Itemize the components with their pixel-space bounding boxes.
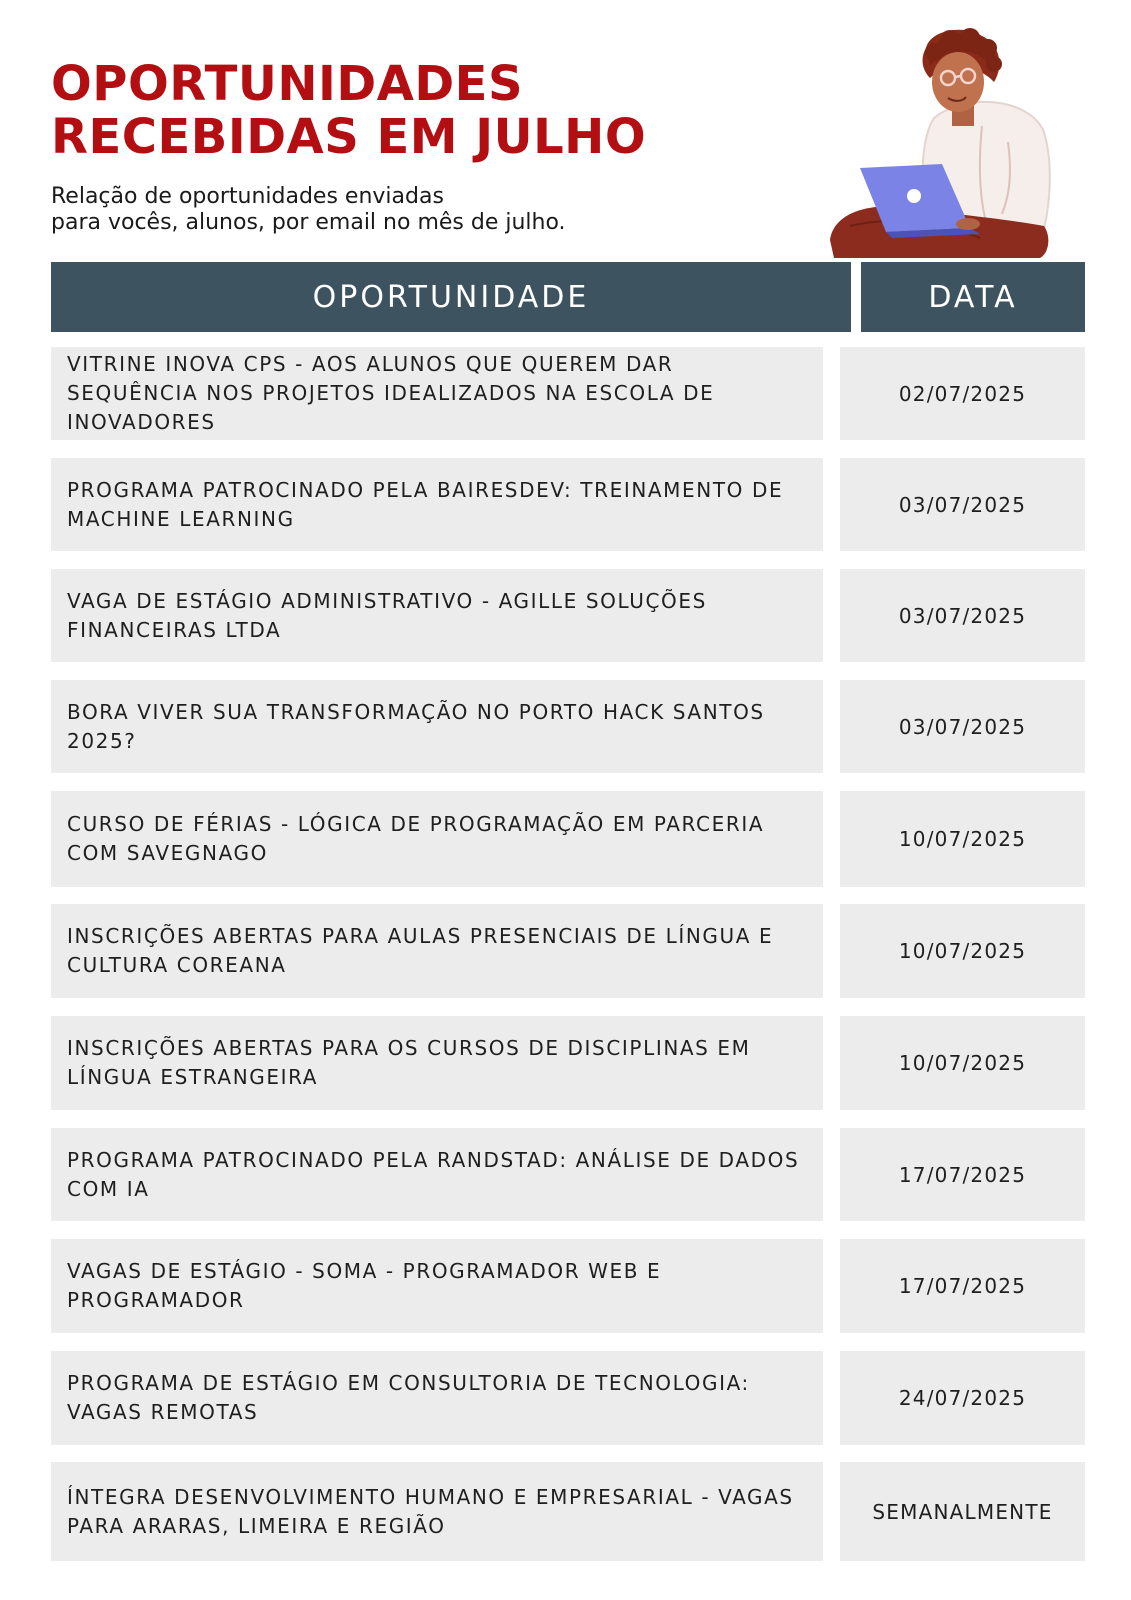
page-title	[51, 58, 646, 164]
opportunity-cell: VITRINE INOVA CPS - AOS ALUNOS QUE QUEREM DAR SEQUÊNCIA NOS PROJETOS IDEALIZADOS NA ESCOLA DE INOVADORES	[51, 347, 823, 440]
date-cell: 10/07/2025	[840, 791, 1085, 887]
date-cell: 17/07/2025	[840, 1128, 1085, 1221]
date-cell: 17/07/2025	[840, 1239, 1085, 1333]
date-cell: 24/07/2025	[840, 1351, 1085, 1445]
page-subtitle-line-2: para vocês, alunos, por email no mês de julho.	[51, 210, 566, 235]
opportunity-cell: ÍNTEGRA DESENVOLVIMENTO HUMANO E EMPRESARIAL - VAGAS PARA ARARAS, LIMEIRA E REGIÃO	[51, 1462, 823, 1561]
opportunity-cell: INSCRIÇÕES ABERTAS PARA OS CURSOS DE DISCIPLINAS EM LÍNGUA ESTRANGEIRA	[51, 1016, 823, 1110]
date-cell: 03/07/2025	[840, 680, 1085, 773]
opportunity-cell: PROGRAMA DE ESTÁGIO EM CONSULTORIA DE TECNOLOGIA: VAGAS REMOTAS	[51, 1351, 823, 1445]
date-cell: 10/07/2025	[840, 1016, 1085, 1110]
date-cell: 02/07/2025	[840, 347, 1085, 440]
opportunity-cell: BORA VIVER SUA TRANSFORMAÇÃO NO PORTO HACK SANTOS 2025?	[51, 680, 823, 773]
page-subtitle-line-1: Relação de oportunidades enviadas	[51, 184, 444, 209]
page-subtitle	[51, 184, 566, 236]
opportunity-cell: VAGAS DE ESTÁGIO - SOMA - PROGRAMADOR WEB E PROGRAMADOR	[51, 1239, 823, 1333]
opportunity-cell: PROGRAMA PATROCINADO PELA RANDSTAD: ANÁLISE DE DADOS COM IA	[51, 1128, 823, 1221]
date-cell: SEMANALMENTE	[840, 1462, 1085, 1561]
date-cell: 10/07/2025	[840, 904, 1085, 998]
opportunity-cell: CURSO DE FÉRIAS - LÓGICA DE PROGRAMAÇÃO EM PARCERIA COM SAVEGNAGO	[51, 791, 823, 887]
person-with-laptop-icon	[830, 26, 1090, 266]
date-cell: 03/07/2025	[840, 569, 1085, 662]
date-cell: 03/07/2025	[840, 458, 1085, 551]
column-header-opportunity: OPORTUNIDADE	[51, 262, 851, 332]
opportunity-cell: VAGA DE ESTÁGIO ADMINISTRATIVO - AGILLE SOLUÇÕES FINANCEIRAS LTDA	[51, 569, 823, 662]
opportunity-cell: PROGRAMA PATROCINADO PELA BAIRESDEV: TREINAMENTO DE MACHINE LEARNING	[51, 458, 823, 551]
page-title-line-1: OPORTUNIDADES	[51, 56, 524, 112]
page-title-line-2: RECEBIDAS EM JULHO	[51, 109, 647, 165]
opportunity-cell: INSCRIÇÕES ABERTAS PARA AULAS PRESENCIAIS DE LÍNGUA E CULTURA COREANA	[51, 904, 823, 998]
column-header-date: DATA	[861, 262, 1085, 332]
